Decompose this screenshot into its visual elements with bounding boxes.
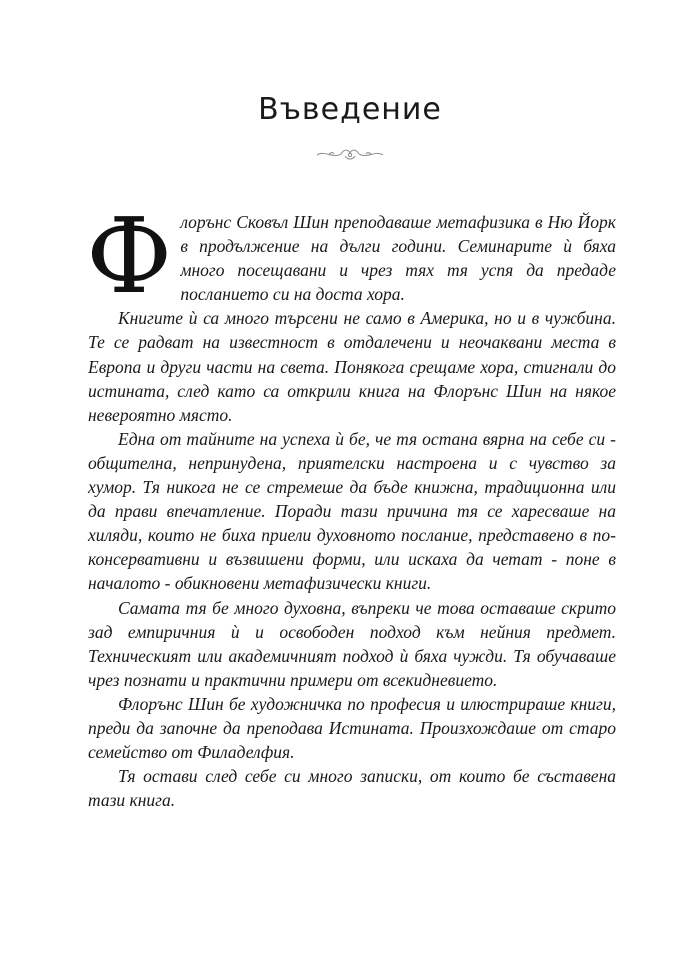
body-text — [86, 195, 616, 812]
drop-cap: Ф — [86, 195, 173, 317]
paragraph-5: Флорънс Шин бе художничка по професия и илюстрираше книги, преди да започне да преподава Истината. Произхождаше от старо семейство от Филаделфия. — [88, 693, 616, 763]
paragraph-2: Книгите ѝ са много търсени не само в Америка, но и в чужбина. Те се радват на известност в отдалечени и неочаквани места в Европа и други части на света. Понякога срещаме хора, стигнали до истината, след като са открили книга на Флорънс Шин на някое невероятно място. — [88, 308, 616, 425]
chapter-title: Въведение — [258, 92, 442, 127]
paragraph-4: Самата тя бе много духовна, въпреки че това оставаше скрито зад емпиричния ѝ и освободен подход към нейния предмет. Техническият или академичният подход ѝ бяха чужди. Тя обучаваше чрез познати и практични примери от всекидневието. — [88, 597, 616, 690]
paragraph-1 — [86, 195, 616, 317]
paragraph-text: лорънс Сковъл Шин преподаваше метафизика в Ню Йорк в продължение на дълги години. Семинарите ѝ бяха много посещавани и чрез тях тя успя да предаде посланието си на доста хора. — [180, 212, 616, 305]
paragraph-3: Една от тайните на успеха ѝ бе, че тя остана вярна на себе си - общителна, непринудена, приятелски настроена и с чувство за хумор. Тя никога не се стремеше да бъде книжна, традиционна или да прави впечатление. Поради тази причина тя се харесваше на хиляди, които не биха приели духовното послание, представено в по-консервативни и възвишени форми, или искаха да четат - поне в началото - обикновени метафизически книги. — [88, 428, 616, 594]
paragraph-6: Тя остави след себе си много записки, от които бе съставена тази книга. — [88, 766, 616, 811]
floral-ornament-icon — [315, 146, 385, 162]
